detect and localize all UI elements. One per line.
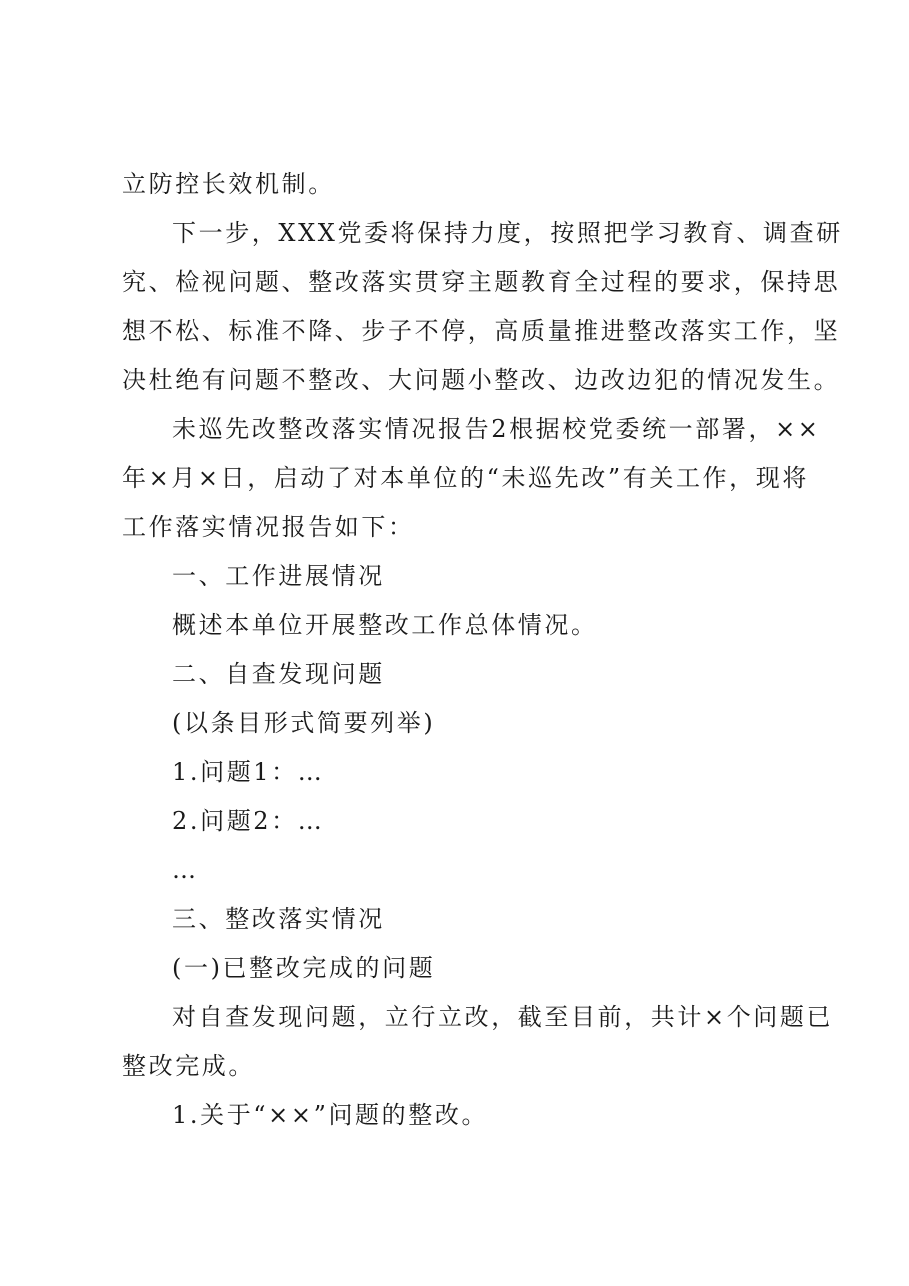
list-item: 1.关于“××”问题的整改。	[172, 1101, 489, 1129]
text-line: 对自查发现问题，立行立改，截至目前，共计×个问题已	[172, 1003, 834, 1031]
text-line: 概述本单位开展整改工作总体情况。	[172, 611, 598, 639]
section-heading: 三、整改落实情况	[172, 905, 385, 933]
text-line: 究、检视问题、整改落实贯穿主题教育全过程的要求，保持思	[122, 268, 841, 296]
subsection-heading: (一)已整改完成的问题	[172, 954, 436, 982]
list-item: 2.问题2：…	[172, 807, 325, 835]
document-body	[122, 160, 843, 1140]
text-line: 年×月×日，启动了对本单位的“未巡先改”有关工作，现将	[122, 464, 809, 492]
text-line: 工作落实情况报告如下：	[122, 513, 415, 541]
text-line: 整改完成。	[122, 1052, 255, 1080]
text-line: (以条目形式简要列举)	[172, 709, 436, 737]
text-line: 想不松、标准不降、步子不停，高质量推进整改落实工作，坚	[122, 317, 841, 345]
text-line: 下一步，XXX党委将保持力度，按照把学习教育、调查研	[172, 219, 843, 247]
section-heading: 二、自查发现问题	[172, 660, 385, 688]
text-line: 决杜绝有问题不整改、大问题小整改、边改边犯的情况发生。	[122, 366, 841, 394]
list-item: 1.问题1：…	[172, 758, 325, 786]
list-item: …	[172, 856, 199, 884]
text-line: 未巡先改整改落实情况报告2根据校党委统一部署，××	[172, 415, 821, 443]
text-line: 立防控长效机制。	[122, 170, 335, 198]
section-heading: 一、工作进展情况	[172, 562, 385, 590]
